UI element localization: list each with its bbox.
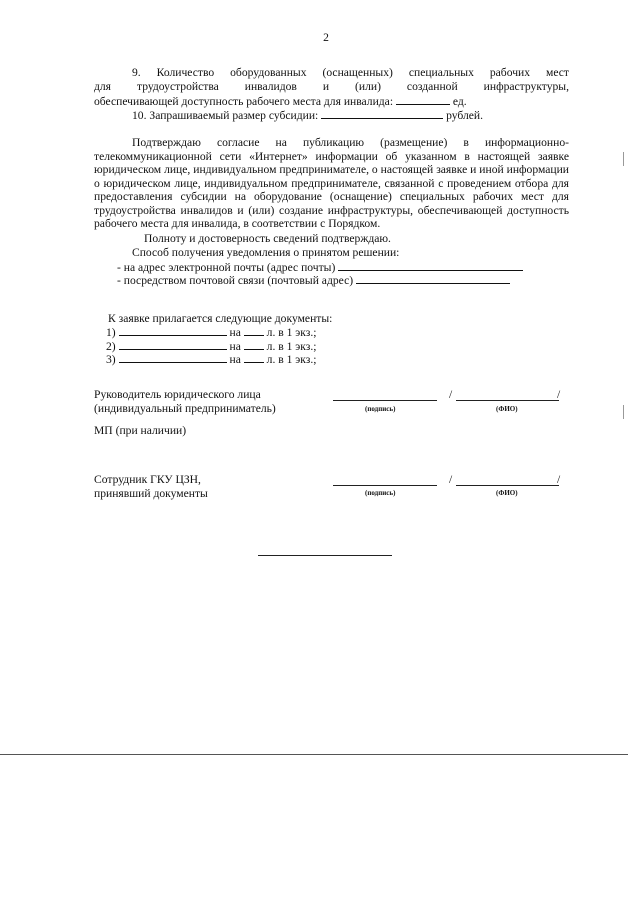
attachment-name-blank[interactable] [119, 325, 227, 336]
notification-email-option: - на адрес электронной почты (адрес почты) [117, 260, 523, 275]
attachment-row: 2) на л. в 1 экз.; [106, 340, 317, 353]
page-bottom-rule [0, 754, 628, 755]
item-10-subsidy: 10. Запрашиваемый размер субсидии: рублей. [132, 109, 484, 122]
attachment-row: 1) на л. в 1 экз.; [106, 326, 317, 339]
head-title-line-2: (индивидуальный предприниматель) [94, 402, 276, 415]
completeness-statement: Полноту и достоверность сведений подтверждаю. [144, 232, 391, 245]
attachment-name-blank[interactable] [119, 339, 227, 350]
employee-fio-line[interactable] [456, 485, 559, 486]
slash-separator: / [557, 473, 561, 486]
subsidy-amount-blank[interactable] [321, 108, 443, 119]
signature-caption: (подпись) [365, 405, 396, 413]
attachments-title: К заявке прилагается следующие документы: [108, 312, 333, 325]
attachment-pages-blank[interactable] [244, 339, 264, 350]
head-title-line-1: Руководитель юридического лица [94, 388, 261, 401]
page-number: 2 [323, 31, 329, 44]
notification-post-option: - посредством почтовой связи (почтовый адрес) [117, 273, 510, 288]
notification-method-title: Способ получения уведомления о принятом решении: [132, 246, 400, 259]
slash-separator: / [557, 388, 561, 401]
item-9-line-1: 9. Количество оборудованных (оснащенных) специальных рабочих мест [132, 66, 569, 79]
item-9-line-2: для трудоустройства инвалидов и (или) созданной инфраструктуры, [94, 80, 569, 93]
employee-title-line-2: принявший документы [94, 487, 208, 500]
closing-rule [258, 555, 392, 556]
signature-caption: (подпись) [365, 489, 396, 497]
stamp-note: МП (при наличии) [94, 424, 187, 437]
consent-paragraph: Подтверждаю согласие на публикацию (размещение) в информационно-телекоммуникационной сети «Интернет» информации об указанном в настоящей заявке юридическом лице, индивидуальном предпринимателе, о настоящей заявке и иной информации о юридическом лице, индивидуальном предпринимателе, связанной с проведением отбора для предоставления субсидии на оборудование (оснащение) специальных рабочих мест для трудоустройства инвалидов и (или) создание инфраструктуры, обеспечивающей доступность рабочего места для инвалида, в соответствии с Порядком. [94, 136, 569, 230]
slash-separator: / [449, 473, 453, 486]
attachment-row: 3) на л. в 1 экз.; [106, 353, 317, 366]
employee-signature-line[interactable] [333, 485, 437, 486]
fio-caption: (ФИО) [496, 405, 518, 413]
postal-address-blank[interactable] [356, 273, 510, 284]
attachment-pages-blank[interactable] [244, 325, 264, 336]
item-9-line-3: обеспечивающей доступность рабочего места для инвалида: ед. [94, 95, 467, 108]
head-signature-line[interactable] [333, 400, 437, 401]
fio-caption: (ФИО) [496, 489, 518, 497]
head-fio-line[interactable] [456, 400, 559, 401]
attachment-name-blank[interactable] [119, 352, 227, 363]
quantity-blank[interactable] [396, 94, 450, 105]
attachment-pages-blank[interactable] [244, 352, 264, 363]
scan-edge-mark [623, 405, 624, 419]
scan-edge-mark [623, 152, 624, 166]
email-address-blank[interactable] [338, 260, 523, 271]
slash-separator: / [449, 388, 453, 401]
employee-title-line-1: Сотрудник ГКУ ЦЗН, [94, 473, 201, 486]
